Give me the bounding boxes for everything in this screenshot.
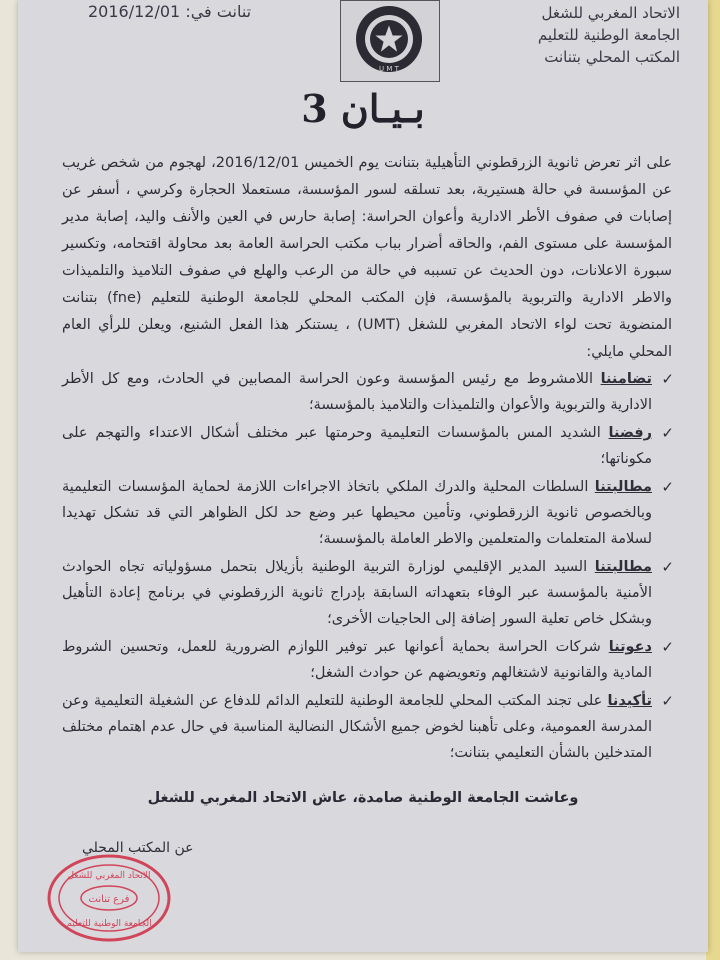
check-icon: ✓ [661,692,674,710]
item-lead: تضامننا [600,371,652,387]
stamp-line-2: فرع تنانت [88,894,130,905]
date-line [88,2,251,21]
date-label: تنانت في: [185,2,252,21]
statement-list [62,366,674,768]
check-icon: ✓ [661,478,674,496]
document-page [18,0,708,952]
list-item [62,688,674,766]
item-text: السيد المدير الإقليمي لوزارة التربية الوطنية بأزيلال بتحمل مسؤولياته تجاه الحوادث الأمنية بالمؤسسة عبر الوفاء بتعهداته السابقة بإدراج ثانوية الزرقطوني في برنامج إعادة التأهيل وبشكل خاص تعلية السور إضافة إلى الحاجيات الأخرى؛ [62,559,652,627]
org-line-3: المكتب المحلي بتنانت [544,48,680,66]
check-icon: ✓ [661,370,674,388]
logo-text: U M T [379,65,399,73]
list-item [62,420,674,472]
item-text: الشديد المس بالمؤسسات التعليمية وحرمتها عبر مختلف أشكال الاعتداء والتهجم على مكوناتها؛ [62,425,652,467]
page-title: بـيـان 3 [301,86,425,131]
item-lead: مطالبتنا [594,479,652,495]
item-lead: رفضنا [608,425,652,441]
org-line-2: الجامعة الوطنية للتعليم [537,26,680,44]
stamp-seal [44,852,174,948]
item-text: السلطات المحلية والدرك الملكي باتخاذ الاجراءات اللازمة لحماية المؤسسات التعليمية وبالخصوص ثانوية الزرقطوني، وتأمين محيطها عبر وضع حد لكل الظواهر التي قد تشكل تهديدا لسلامة المتعلمات والمتعلمين والاطر العاملة بالمؤسسة؛ [62,479,652,547]
org-line-1: الاتحاد المغربي للشغل [541,4,680,22]
date-value: 2016/12/01 [88,2,181,21]
stamp-line-1: الاتحاد المغربي للشغل [67,871,151,881]
check-icon: ✓ [661,558,674,576]
stamp-line-3: الجامعة الوطنية للتعليم [66,919,152,929]
item-text: اللامشروط مع رئيس المؤسسة وعون الحراسة المصابين في الحادث، ومع كل الأطر الادارية والتربوية والأعوان والتلميذات والتلاميذ بالمؤسسة؛ [62,371,652,413]
list-item [62,634,674,686]
intro-paragraph: على اثر تعرض ثانوية الزرقطوني التأهيلية بتنانت يوم الخميس 2016/12/01، لهجوم من شخص غريب عن المؤسسة في حالة هستيرية، بعد تسلقه لسور المؤسسة، مستعملا الحجارة وكرسي ، أسفر عن إصابات في صفوف الأطر الادارية وأعوان الحراسة: إصابة حارس في العين والأنف واليد، إصابة مدير المؤسسة على مستوى الفم، والحاقه أضرار بباب مكتب الحراسة العامة بعد محاولة اقتحامه، وتكسير سبورة الاعلانات، دون الحديث عن تسببه في حالة من الرعب والهلع في صفوف التلاميذ والتلميذات والاطر الادارية والتربوية بالمؤسسة، فإن المكتب المحلي للجامعة الوطنية للتعليم (fne) بتنانت المنضوية تحت لواء الاتحاد المغربي للشغل (UMT) ، يستنكر هذا الفعل الشنيع، ويعلن للرأي العام المحلي مايلي: [62,155,672,360]
check-icon: ✓ [661,638,674,656]
check-icon: ✓ [661,424,674,442]
item-lead: تأكيدنا [607,693,652,709]
organization-header [538,2,680,68]
umt-logo [340,0,440,82]
item-lead: دعوتنا [608,639,652,655]
list-item [62,366,674,418]
background-edge [706,0,720,960]
item-text: شركات الحراسة بحماية أعوانها عبر توفير اللوازم الضرورية للعمل، وتحسين الشروط المادية والقانونية لاشتغالهم وتعويضهم عن حوادث الشغل؛ [62,639,652,681]
list-item [62,474,674,552]
item-text: على تجند المكتب المحلي للجامعة الوطنية للتعليم الدائم للدفاع عن الشغيلة التعليمية وعن المدرسة العمومية، وعلى تأهبنا لخوض جميع الأشكال النضالية المناسبة في حال عدم اهتمام مختلف المتدخلين بالشأن التعليمي بتنانت؛ [62,693,652,761]
closing-line: وعاشت الجامعة الوطنية صامدة، عاش الاتحاد المغربي للشغل [147,790,579,806]
office-label: عن المكتب المحلي [82,840,194,856]
item-lead: مطالبتنا [594,559,652,575]
list-item [62,554,674,632]
